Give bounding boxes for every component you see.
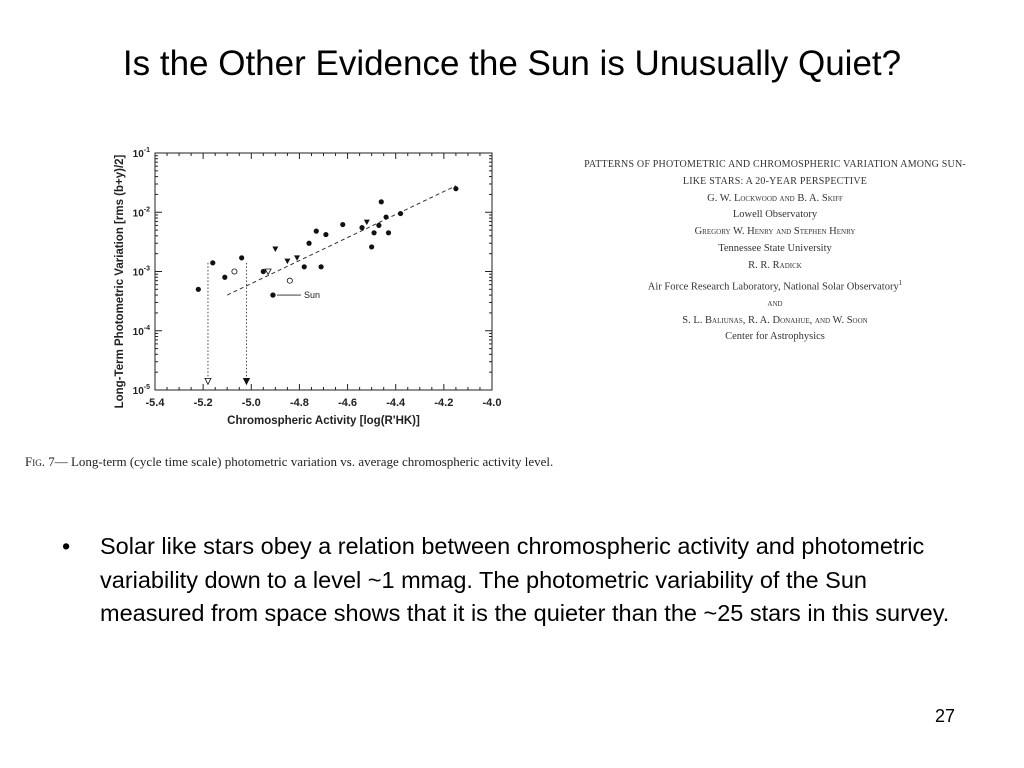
paper-header bbox=[560, 157, 990, 346]
figure-caption-label: Fig. 7 bbox=[25, 454, 55, 469]
data-point bbox=[302, 264, 307, 269]
bullet-list bbox=[62, 530, 962, 631]
upper-limit-arrow bbox=[243, 378, 249, 384]
data-point-triangle bbox=[272, 246, 278, 252]
bullet-text: Solar like stars obey a relation between chromospheric activity and photometric variability down to a level ~1 mmag. The photometric variability of the Sun measured from space shows that it is the quieter than the ~25 stars in this survey. bbox=[100, 533, 950, 626]
y-tick-label: $10^{-5}$ bbox=[132, 384, 150, 397]
paper-affiliation-2: Tennessee State University bbox=[718, 242, 832, 254]
x-tick-label: -4.8 bbox=[289, 397, 309, 409]
data-point bbox=[314, 229, 319, 234]
data-point-triangle bbox=[294, 255, 300, 260]
paper-affiliation-3 bbox=[560, 275, 990, 296]
data-point-triangle bbox=[284, 259, 290, 265]
paper-title-line-2: LIKE STARS: A 20-YEAR PERSPECTIVE bbox=[682, 175, 868, 187]
data-point bbox=[386, 230, 391, 235]
data-point bbox=[210, 260, 215, 265]
y-axis-title: Long-Term Photometric Variation [rms (b+y)/2] bbox=[114, 154, 126, 409]
figure-caption bbox=[25, 454, 600, 470]
data-point bbox=[383, 214, 388, 219]
data-point bbox=[239, 255, 244, 260]
data-point bbox=[306, 241, 311, 246]
data-point bbox=[398, 211, 403, 216]
activity-variability-chart bbox=[105, 118, 505, 438]
data-point-open bbox=[232, 269, 237, 274]
data-point-triangle-open bbox=[265, 269, 271, 275]
data-point-open bbox=[287, 278, 292, 283]
trend-line bbox=[227, 186, 456, 295]
data-point bbox=[196, 287, 201, 292]
slide-title: Is the Other Evidence the Sun is Unusually Quiet? bbox=[122, 44, 902, 83]
upper-limit-arrow bbox=[205, 378, 211, 384]
paper-authors-2: Gregory W. Henry and Stephen Henry bbox=[694, 226, 856, 238]
data-point bbox=[369, 244, 374, 249]
x-tick-label: -5.2 bbox=[193, 397, 213, 409]
paper-affiliation-3-footnote: 1 bbox=[898, 278, 903, 287]
sun-label: Sun bbox=[303, 290, 320, 301]
page-number: 27 bbox=[935, 706, 956, 726]
data-point bbox=[222, 275, 227, 280]
x-tick-label: -4.2 bbox=[434, 397, 454, 409]
plot-frame bbox=[155, 153, 492, 390]
data-point bbox=[359, 225, 364, 230]
figure-caption-text: — Long-term (cycle time scale) photometric variation vs. average chromospheric activity level. bbox=[54, 454, 554, 469]
data-point-triangle bbox=[364, 220, 370, 226]
x-tick-label: -4.6 bbox=[338, 397, 358, 409]
data-point bbox=[318, 264, 323, 269]
data-point bbox=[270, 292, 275, 297]
paper-authors-4: S. L. Baliunas, R. A. Donahue, and W. Soon bbox=[682, 314, 868, 326]
data-point bbox=[453, 186, 458, 191]
y-tick-label: $10^{-4}$ bbox=[132, 324, 150, 338]
data-point bbox=[379, 199, 384, 204]
x-tick-label: -5.0 bbox=[241, 397, 261, 409]
y-tick-label: $10^{-3}$ bbox=[132, 265, 150, 279]
data-point bbox=[340, 222, 345, 227]
bullet-marker: • bbox=[62, 533, 71, 559]
x-tick-label: -4.0 bbox=[482, 397, 502, 409]
y-tick-label: $10^{-2}$ bbox=[132, 206, 150, 220]
paper-affiliation-4: Center for Astrophysics bbox=[725, 331, 825, 343]
paper-affiliation-1: Lowell Observatory bbox=[732, 209, 818, 221]
paper-authors-3: R. R. Radick bbox=[748, 259, 802, 271]
x-axis-title: Chromospheric Activity [log(R'HK)] bbox=[227, 415, 420, 427]
data-point bbox=[376, 223, 381, 228]
paper-title-line-1: PATTERNS OF PHOTOMETRIC AND CHROMOSPHERIC VARIATION AMONG SUN- bbox=[584, 159, 966, 170]
x-tick-label: -5.4 bbox=[145, 397, 165, 409]
data-point bbox=[323, 232, 328, 237]
x-tick-label: -4.4 bbox=[386, 397, 406, 409]
paper-and: and bbox=[767, 297, 783, 309]
paper-affiliation-3-text: Air Force Research Laboratory, National Solar Observatory bbox=[647, 281, 899, 293]
y-tick-label: $10^{-1}$ bbox=[132, 147, 150, 160]
data-point bbox=[371, 230, 376, 235]
paper-authors-1: G. W. Lockwood and B. A. Skiff bbox=[707, 192, 843, 204]
